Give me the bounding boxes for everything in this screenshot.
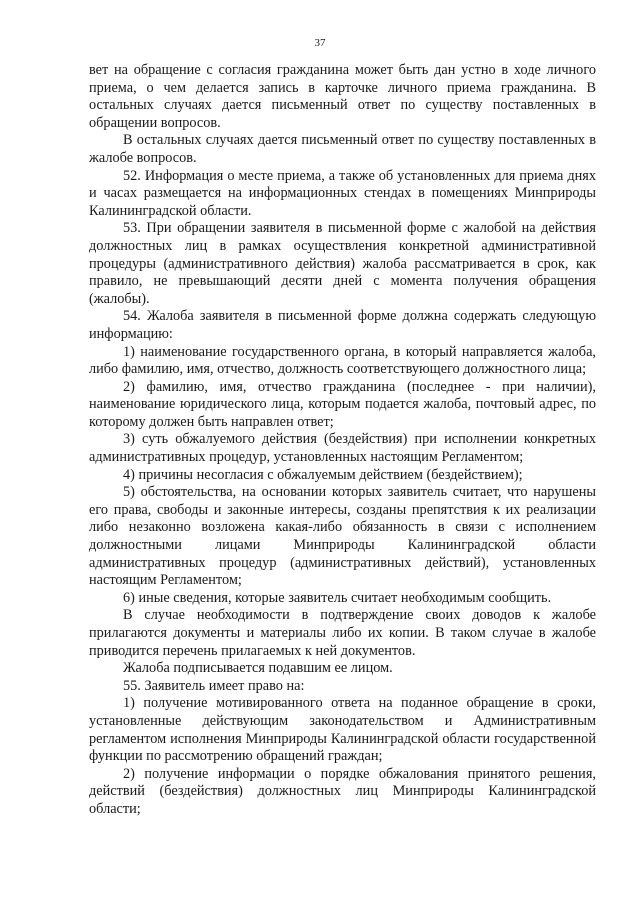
list-item-54-5: 5) обстоятельства, на основании которых заявитель считает, что нарушены его права, свободы и законные интересы, созданы препятствия к их реализации либо незаконно возложена какая-либо обязанность в связи с исполнением должностными лицами Минприроды Калининградской области административных процедур (административных действий), установленных настоящим Регламентом; bbox=[89, 484, 596, 589]
list-item-54-1: 1) наименование государственного органа, в который направляется жалоба, либо фамилию, имя, отчество, должность соответствующего должностного лица; bbox=[89, 343, 596, 378]
paragraph-54: 54. Жалоба заявителя в письменной форме должна содержать следующую информацию: bbox=[89, 308, 596, 342]
paragraph-continuation: вет на обращение с согласия гражданина может быть дан устно в ходе личного приема, о чем делается запись в карточке личного приема гражданина. В остальных случаях дается письменный ответ по существу поставленных в обращении вопросов. bbox=[89, 62, 596, 131]
page-number: 37 bbox=[314, 37, 326, 49]
paragraph-53: 53. При обращении заявителя в письменной форме с жалобой на действия должностных лиц в рамках осуществления конкретной административной процедуры (административного действия) жалоба рассматривается в срок, как правило, не превышающий десяти дней с момента получения обращения (жалобы). bbox=[89, 220, 596, 307]
list-item-54-6: 6) иные сведения, которые заявитель считает необходимым сообщить. bbox=[123, 589, 552, 606]
list-item-54-4: 4) причины несогласия с обжалуемым действием (бездействием); bbox=[123, 466, 523, 483]
document-body bbox=[89, 62, 596, 819]
list-item-54-3: 3) суть обжалуемого действия (бездействия) при исполнении конкретных административных процедур, установленных настоящим Регламентом; bbox=[89, 431, 596, 466]
list-item-55-1: 1) получение мотивированного ответа на поданное обращение в сроки, установленные действующим законодательством и Административным регламентом исполнения Минприроды Калининградской области государственной функции по рассмотрению обращений граждан; bbox=[89, 695, 596, 765]
list-item-54-2: 2) фамилию, имя, отчество гражданина (последнее - при наличии), наименование юридического лица, которым подается жалоба, почтовый адрес, по которому должен быть направлен ответ; bbox=[89, 378, 596, 430]
paragraph-55: 55. Заявитель имеет право на: bbox=[123, 677, 305, 694]
paragraph-signature: Жалоба подписывается подавшим ее лицом. bbox=[123, 660, 393, 677]
paragraph: В остальных случаях дается письменный ответ по существу поставленных в жалобе вопросов. bbox=[89, 132, 596, 166]
paragraph-52: 52. Информация о месте приема, а также об установленных для приема днях и часах размещается на информационных стендах в помещениях Минприроды Калининградской области. bbox=[89, 167, 596, 219]
list-item-55-2: 2) получение информации о порядке обжалования принятого решения, действий (бездействия) должностных лиц Минприроды Калининградской области; bbox=[89, 765, 596, 817]
paragraph-attachments: В случае необходимости в подтверждение своих доводов к жалобе прилагаются документы и материалы либо их копии. В таком случае в жалобе приводится перечень прилагаемых к ней документов. bbox=[89, 607, 596, 659]
